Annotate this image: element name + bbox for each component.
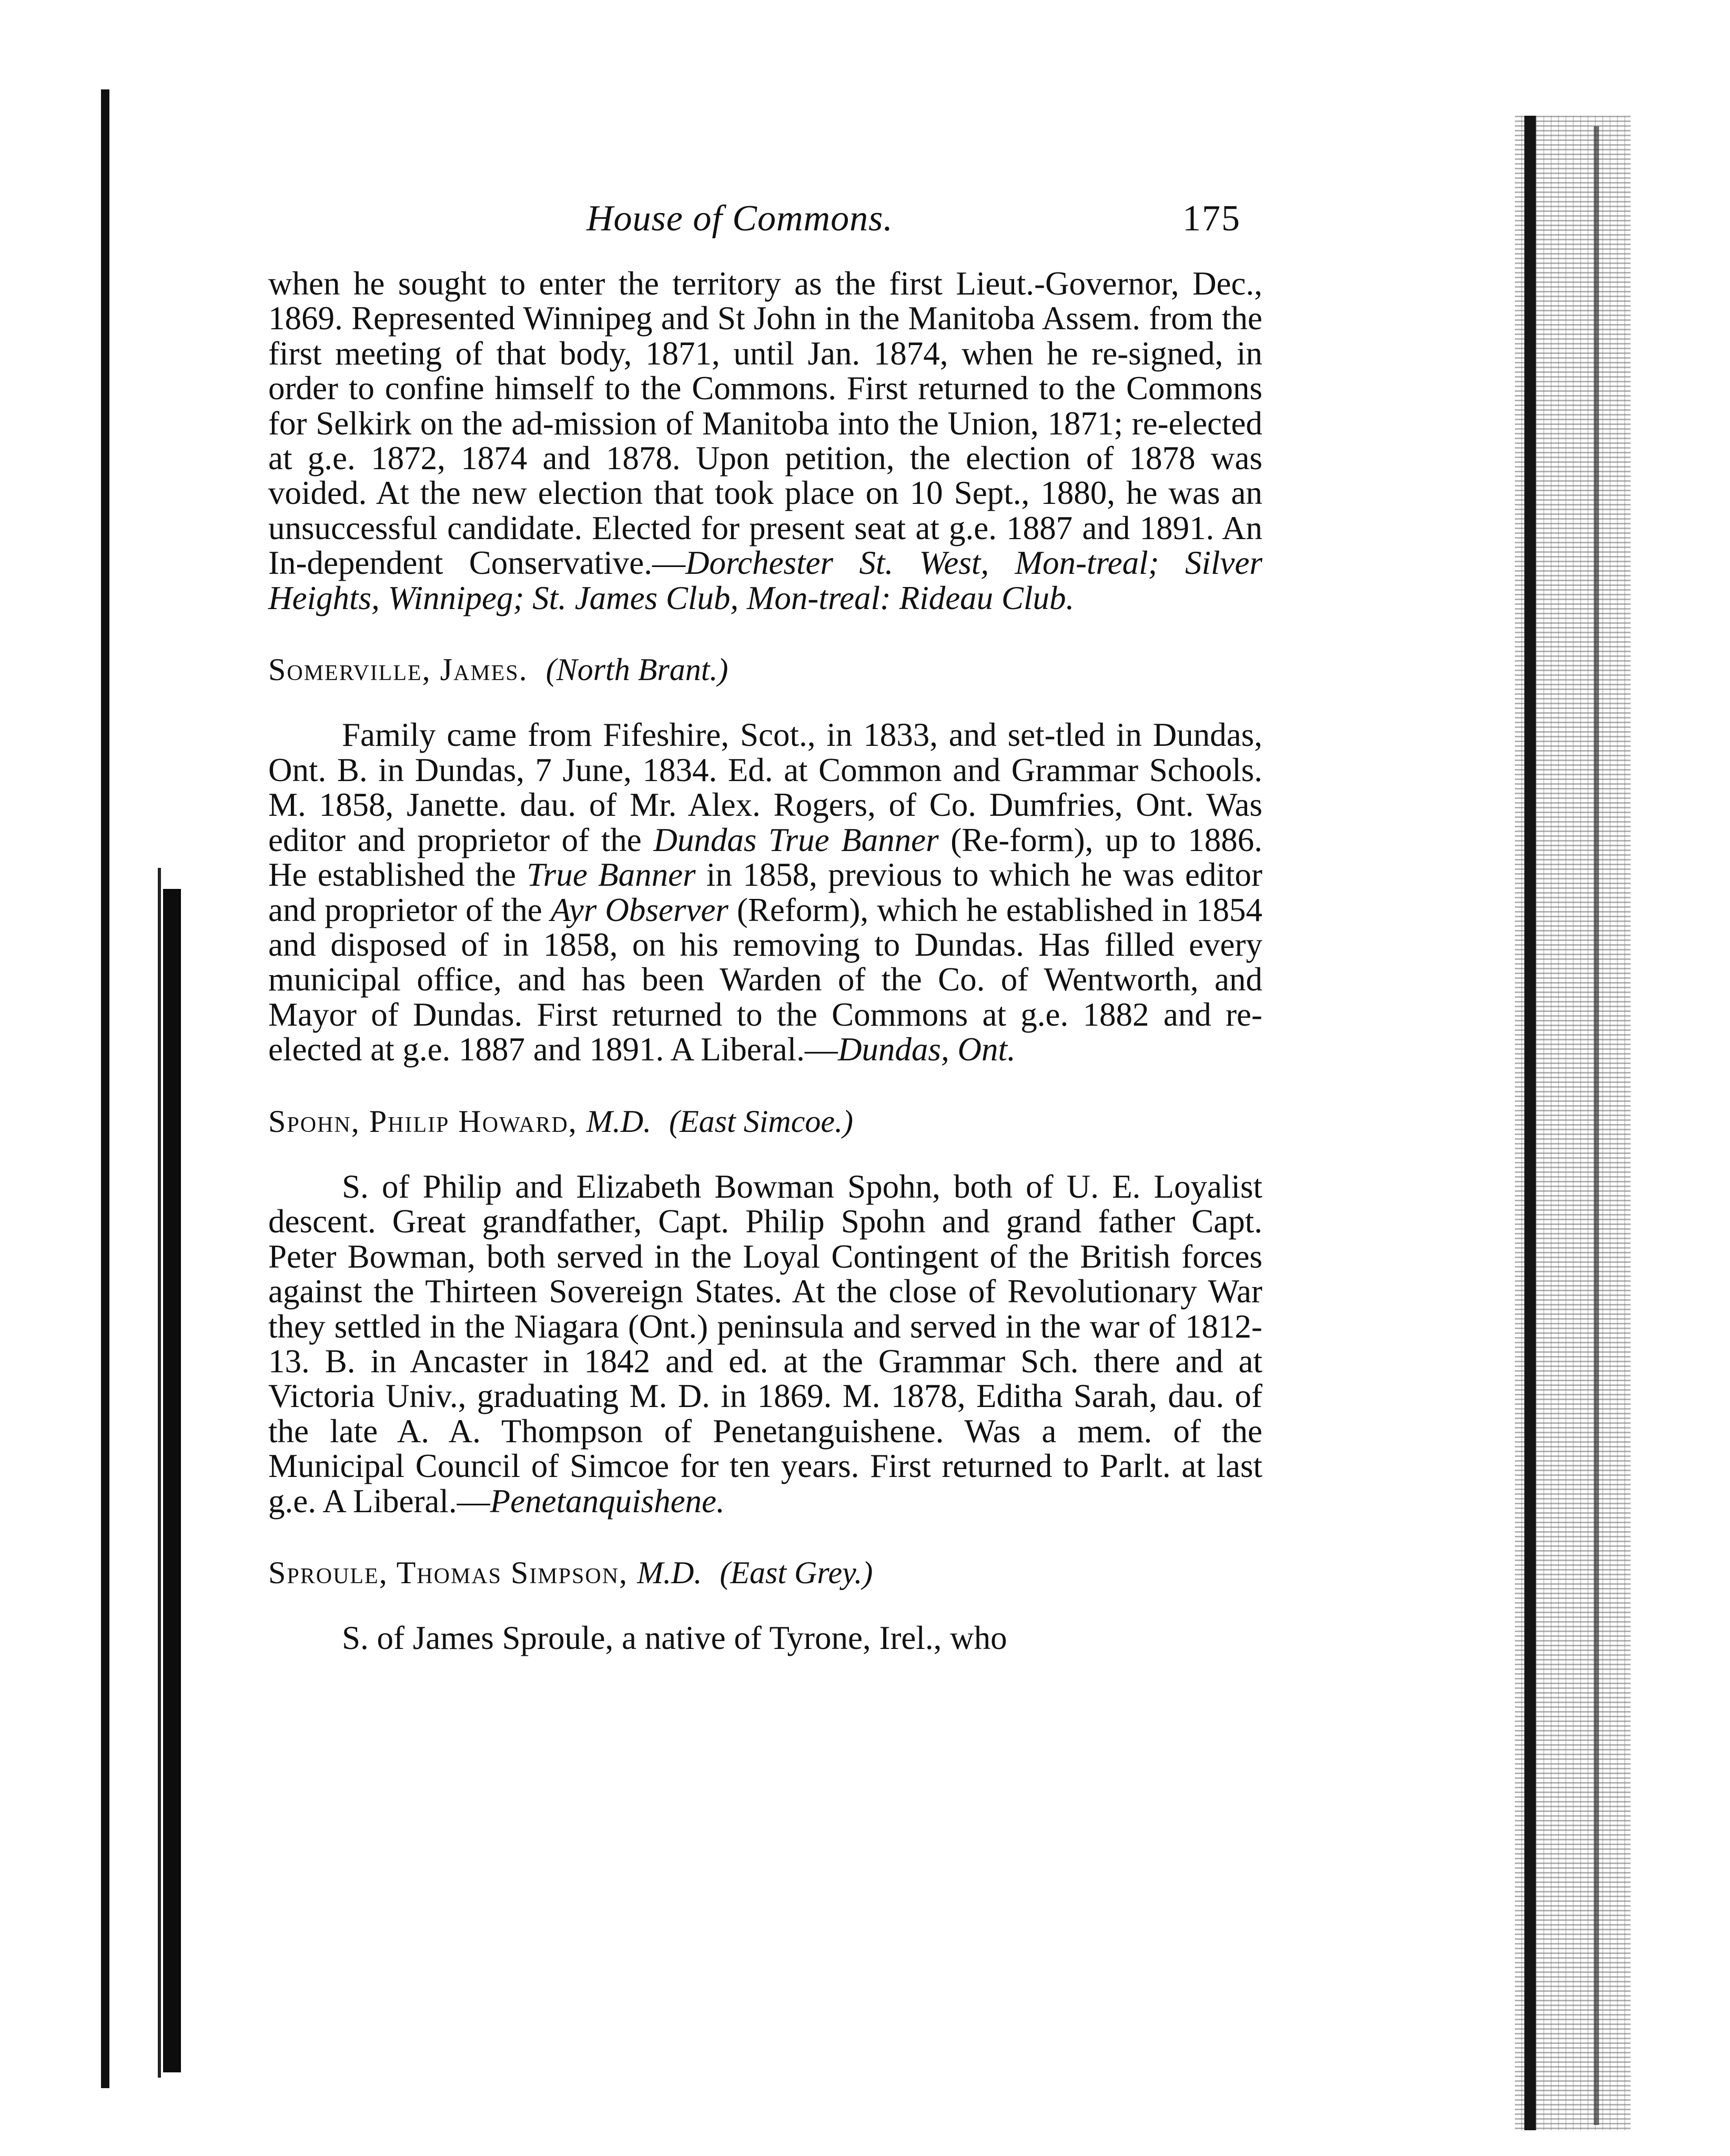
running-head: House of Commons. bbox=[586, 198, 893, 239]
entry-heading-sproule bbox=[268, 1555, 1262, 1590]
entry-address: Dundas, Ont. bbox=[837, 1031, 1016, 1068]
continuation-text: when he sought to enter the territory as the first Lieut.-Governor, Dec., 1869. Represented Winnipeg and St John in the Manitoba Assem. from the first meeting of that body, 1871, until Jan. 1874, when he re-signed, in order to confine himself to the Commons. First returned to the Commons for Selkirk on the ad-mission of Manitoba into the Union, 1871; re-elected at g.e. 1872, 1874 and 1878. Upon petition, the election of 1878 was voided. At the new election that took place on 10 Sept., 1880, he was an unsuccessful candidate. Elected for present seat at g.e. 1887 and 1891. An In-dependent Conservative.— bbox=[268, 265, 1262, 582]
entry-riding: (East Grey.) bbox=[720, 1555, 873, 1590]
scan-edge-shadow bbox=[101, 89, 109, 2088]
binding-edge-inner bbox=[1594, 126, 1599, 2125]
entry-degree: M.D. bbox=[637, 1555, 702, 1590]
bio-text: (Re-form), up to 1886. He established the bbox=[268, 821, 1263, 894]
entry-bio-spohn bbox=[268, 1169, 1262, 1519]
scan-binding-shadow bbox=[163, 889, 181, 2072]
entry-riding: (North Brant.) bbox=[545, 652, 729, 687]
bio-text: Family came from Fifeshire, Scot., in 1833, and set-tled in Dundas, Ont. B. in Dundas, 7 June, 1834. Ed. at Common and Grammar Schools. M. 1858, Janette. dau. of Mr. Alex. Rogers, of Co. Dumfries, Ont. Was editor and proprietor of the bbox=[268, 716, 1262, 858]
newspaper-title: True Banner bbox=[527, 856, 696, 894]
bio-text: in 1858, previous to which he was editor and proprietor of the bbox=[268, 856, 1262, 928]
page-header bbox=[0, 198, 1730, 245]
entry-bio-sproule bbox=[268, 1621, 1262, 1655]
entry-bio-somerville bbox=[268, 717, 1262, 1067]
entry-heading-spohn bbox=[268, 1104, 1262, 1139]
text-column bbox=[268, 266, 1262, 1656]
bio-text: (Reform), which he established in 1854 and disposed of in 1858, on his removing to Dundas. Has filled every municipal office, and has been Warden of the Co. of Wentworth, and Mayor of Dundas. First returned to the Commons at g.e. 1882 and re-elected at g.e. 1887 and 1891. A Liberal.— bbox=[268, 891, 1262, 1068]
bio-text: S. of Philip and Elizabeth Bowman Spohn, both of U. E. Loyalist descent. Great grandfather, Capt. Philip Spohn and grand father Capt. Peter Bowman, both served in the Loyal Contingent of the British forces against the Thirteen Sovereign States. At the close of Revolutionary War they settled in the Niagara (Ont.) peninsula and served in the war of 1812-13. B. in Ancaster in 1842 and ed. at the Grammar Sch. there and at Victoria Univ., graduating M. D. in 1869. M. 1878, Editha Sarah, dau. of the late A. A. Thompson of Penetanguishene. Was a mem. of the Municipal Council of Simcoe for ten years. First returned to Parlt. at last g.e. A Liberal.— bbox=[268, 1168, 1262, 1520]
binding-edge bbox=[1524, 116, 1536, 2130]
newspaper-title: Ayr Observer bbox=[550, 891, 729, 928]
page-number: 175 bbox=[1182, 198, 1241, 239]
scan-edge-line bbox=[158, 868, 161, 2078]
newspaper-title: Dundas True Banner bbox=[653, 821, 939, 858]
entry-continuation bbox=[268, 266, 1262, 615]
continuation-addresses: Dorchester St. West, Mon-treal; Silver Heights, Winnipeg; St. James Club, Mon-treal: Rideau Club. bbox=[268, 544, 1262, 616]
entry-name: Spohn, Philip Howard, bbox=[268, 1104, 578, 1139]
entry-riding: (East Simcoe.) bbox=[669, 1104, 853, 1139]
entry-name: Somerville, James. bbox=[268, 652, 528, 687]
entry-address: Penetanquishene. bbox=[490, 1482, 725, 1520]
bio-text: S. of James Sproule, a native of Tyrone, Irel., who bbox=[342, 1619, 1007, 1657]
entry-degree: M.D. bbox=[586, 1104, 652, 1139]
entry-name: Sproule, Thomas Simpson, bbox=[268, 1555, 629, 1590]
entry-heading-somerville bbox=[268, 652, 1262, 687]
